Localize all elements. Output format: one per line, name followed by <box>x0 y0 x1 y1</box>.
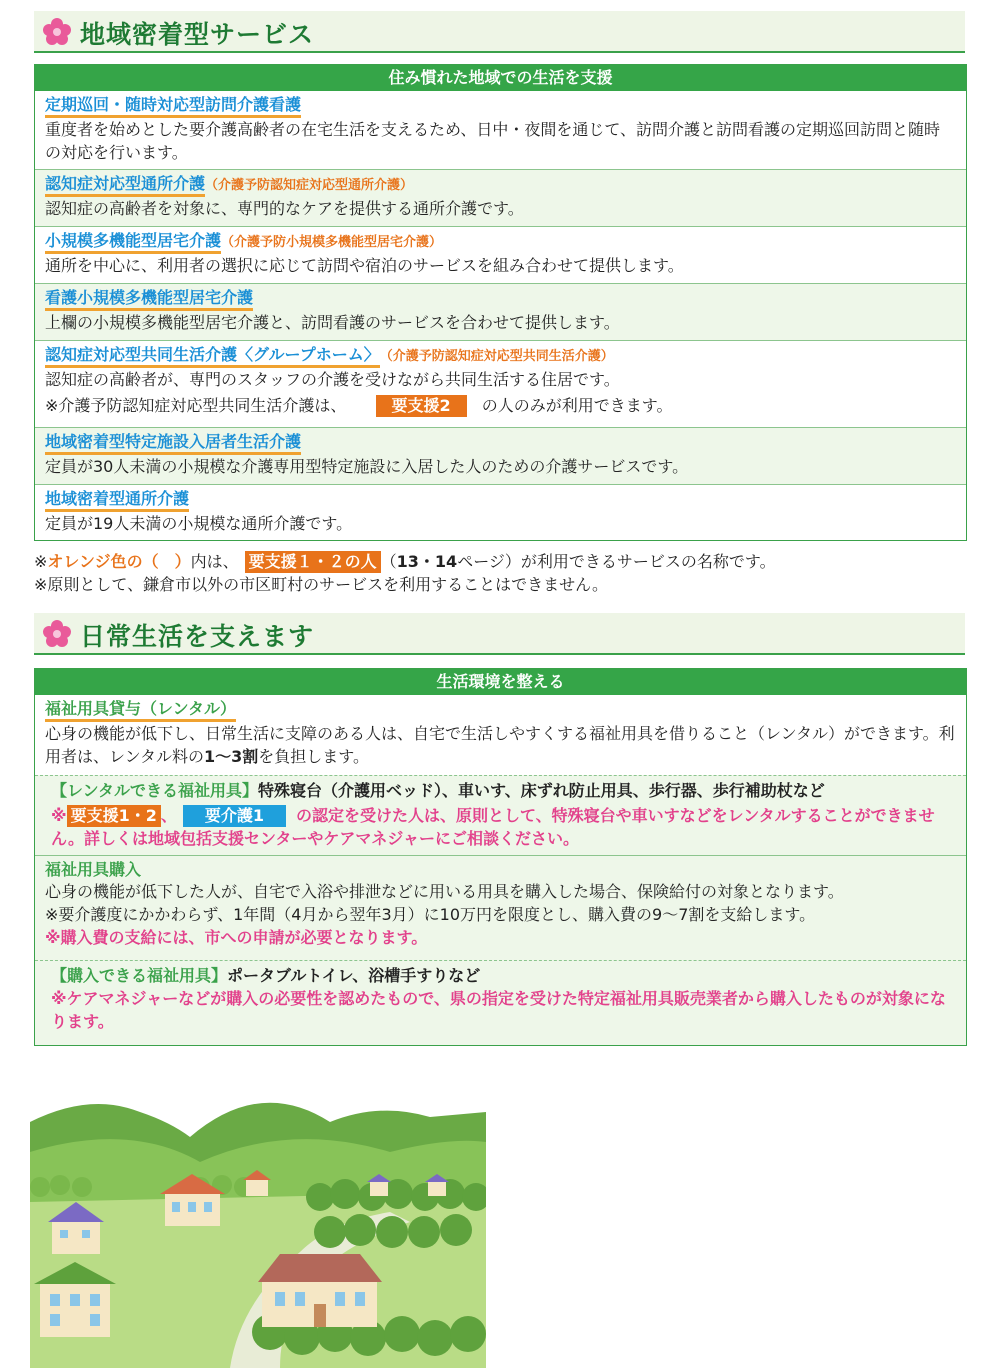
item-desc: ※要介護度にかかわらず、1年間（4月から翌年3月）に10万円を限度とし、購入費の9〜7割を支給します。 <box>45 905 816 924</box>
list-item <box>35 484 966 540</box>
item-title: 認知症対応型通所介護 <box>45 173 205 197</box>
list-item <box>35 91 966 169</box>
item-title: 地域密着型通所介護 <box>45 488 189 512</box>
list-label: 【購入できる福祉用具】 <box>51 966 228 985</box>
section-header-community <box>34 11 965 53</box>
list-label: 【レンタルできる福祉用具】 <box>51 781 258 800</box>
note-text: ※ <box>34 552 48 571</box>
item-desc: 重度者を始めとした要介護高齢者の在宅生活を支えるため、日中・夜間を通じて、訪問介護と訪問看護の定期巡回訪問と随時の対応を行います。 <box>45 120 941 162</box>
flower-icon <box>42 17 72 47</box>
desc-text: 心身の機能が低下し、日常生活に支障のある人は、自宅で生活しやすくする福祉用具を借りること（レンタル）ができます。利用者は、レンタル料の <box>45 724 955 766</box>
rental-note <box>45 804 956 850</box>
item-title: 定期巡回・随時対応型訪問介護看護 <box>45 94 301 118</box>
living-environment-box <box>34 668 967 1046</box>
item-desc: ※購入費の支給には、市への申請が必要となります。 <box>45 928 428 947</box>
note-text: 、 <box>160 806 177 825</box>
item-title: 小規模多機能型居宅介護 <box>45 230 221 254</box>
note-text: ※介護予防認知症対応型共同生活介護は、 <box>45 396 347 415</box>
section-title: 日常生活を支えます <box>80 622 315 651</box>
flower-icon <box>42 619 72 649</box>
item-subtitle: （介護予防小規模多機能型居宅介護） <box>221 235 443 250</box>
item-desc <box>45 722 956 768</box>
note-text: 内は、 <box>190 552 239 571</box>
note-text: の人のみが利用できます。 <box>481 396 673 415</box>
note-text: ページ）が利用できるサービスの名称です。 <box>457 552 776 571</box>
item-desc: 通所を中心に、利用者の選択に応じて訪問や宿泊のサービスを組み合わせて提供します。 <box>45 256 684 275</box>
list-items: 特殊寝台（介護用ベッド）、車いす、床ずれ防止用具、歩行器、歩行補助杖など <box>257 781 825 800</box>
status-badge: 要介護1 <box>183 805 286 827</box>
list-items: ポータブルトイレ、浴槽手すりなど <box>227 966 481 985</box>
item-subtitle: （介護予防認知症対応型通所介護） <box>205 178 414 193</box>
footnote-1 <box>34 551 776 573</box>
status-badge: 要支援1・2 <box>67 805 161 827</box>
note-orange-text: オレンジ色の（ ） <box>47 552 191 571</box>
list-item <box>35 427 966 484</box>
purchase-note: ※ケアマネジャーなどが購入の必要性を認めたもので、県の指定を受けた特定福祉用具販売業者から購入したものが対象になります。 <box>51 989 946 1031</box>
item-title: 福祉用具貸与（レンタル） <box>45 698 236 722</box>
box-title: 生活環境を整える <box>35 669 966 695</box>
community-services-box <box>34 64 967 541</box>
section-title: 地域密着型サービス <box>80 20 315 49</box>
note-text: ※ <box>51 806 67 825</box>
list-item <box>35 695 966 775</box>
page-ref: 13・14 <box>396 552 458 571</box>
item-desc: 定員が30人未満の小規模な介護専用型特定施設に入居した人のための介護サービスです。 <box>45 457 689 476</box>
desc-bold: 1〜3割 <box>203 747 259 766</box>
rental-list <box>45 779 956 802</box>
desc-text: を負担します。 <box>258 747 369 766</box>
note-text: （ <box>380 552 397 571</box>
item-title: 認知症対応型共同生活介護〈グループホーム〉 <box>45 344 380 368</box>
section-header-daily-life <box>34 613 965 655</box>
item-title: 福祉用具購入 <box>45 860 142 879</box>
item-note <box>45 394 956 417</box>
town-landscape-illustration <box>30 1082 486 1368</box>
item-subtitle: （介護予防認知症対応型共同生活介護） <box>379 349 614 364</box>
status-badge: 要支援１・２の人 <box>245 551 381 573</box>
list-item <box>35 226 966 283</box>
purchase-list <box>45 964 956 987</box>
list-item <box>35 855 966 960</box>
item-title: 地域密着型特定施設入居者生活介護 <box>45 431 301 455</box>
list-item <box>35 960 966 1045</box>
box-title: 住み慣れた地域での生活を支援 <box>35 65 966 91</box>
note-text: の認定を受けた人は、原則として、特殊寝台や車いすなどをレンタルすることができません。詳しくは地域包括支援センターやケアマネジャーにご相談ください。 <box>51 806 935 848</box>
status-badge: 要支援2 <box>376 395 467 417</box>
list-item <box>35 340 966 427</box>
list-item <box>35 775 966 855</box>
footnote-2: ※原則として、鎌倉市以外の市区町村のサービスを利用することはできません。 <box>34 575 609 594</box>
item-desc: 心身の機能が低下した人が、自宅で入浴や排泄などに用いる用具を購入した場合、保険給付の対象となります。 <box>45 882 844 901</box>
item-title: 看護小規模多機能型居宅介護 <box>45 287 253 311</box>
item-desc: 上欄の小規模多機能型居宅介護と、訪問看護のサービスを合わせて提供します。 <box>45 313 620 332</box>
item-desc: 認知症の高齢者が、専門のスタッフの介護を受けながら共同生活する住居です。 <box>45 370 620 389</box>
item-desc: 認知症の高齢者を対象に、専門的なケアを提供する通所介護です。 <box>45 199 524 218</box>
item-desc: 定員が19人未満の小規模な通所介護です。 <box>45 514 353 533</box>
list-item <box>35 169 966 226</box>
list-item <box>35 283 966 340</box>
